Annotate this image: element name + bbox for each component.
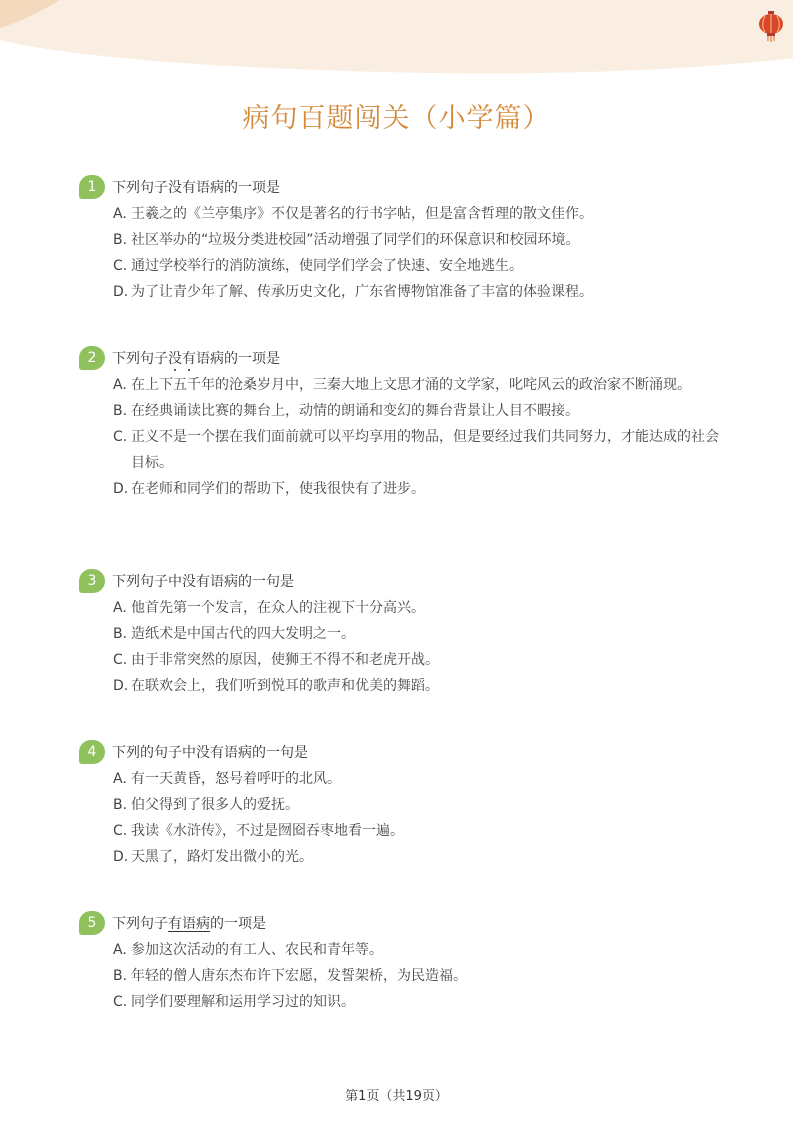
option-letter: D. — [113, 849, 129, 865]
option-c — [113, 989, 723, 1015]
option-a — [113, 766, 723, 792]
question-3 — [0, 569, 793, 699]
option-letter: C. — [113, 258, 128, 274]
stem-text: 语病的一项是 — [196, 351, 280, 367]
question-2 — [0, 346, 793, 502]
option-text: 在经典诵读比赛的舞台上，动情的朗诵和变幻的舞台背景让人目不暇接。 — [131, 403, 579, 419]
option-text: 由于非常突然的原因，使狮王不得不和老虎开战。 — [131, 652, 439, 668]
option-c — [113, 818, 723, 844]
question-stem: 下列句子没有语病的一项是 — [112, 180, 280, 196]
option-text: 他首先第一个发言，在众人的注视下十分高兴。 — [131, 600, 425, 616]
option-letter: A. — [113, 377, 127, 393]
option-text: 参加这次活动的有工人、农民和青年等。 — [131, 942, 383, 958]
question-number-badge: 4 — [79, 740, 105, 764]
stem-text: 下列句子 — [112, 351, 168, 367]
option-letter: C. — [113, 429, 128, 445]
option-letter: D. — [113, 481, 129, 497]
option-letter: C. — [113, 823, 128, 839]
option-letter: B. — [113, 626, 128, 642]
option-letter: B. — [113, 232, 128, 248]
question-stem: 下列的句子中没有语病的一句是 — [112, 745, 308, 761]
option-letter: A. — [113, 771, 127, 787]
option-letter: B. — [113, 797, 128, 813]
option-text: 为了让青少年了解、传承历史文化，广东省博物馆准备了丰富的体验课程。 — [131, 284, 593, 300]
emphasis-dotted-char: 没 — [168, 351, 182, 367]
option-letter: C. — [113, 652, 128, 668]
question-1 — [0, 175, 793, 305]
header-wave-decoration — [0, 0, 793, 80]
option-b — [113, 621, 723, 647]
option-text: 同学们要理解和运用学习过的知识。 — [131, 994, 355, 1010]
option-text: 王羲之的《兰亭集序》不仅是著名的行书字帖，但是富含哲理的散文佳作。 — [131, 206, 593, 222]
lantern-icon — [757, 10, 785, 42]
stem-text: 下列句子 — [112, 916, 168, 932]
option-b — [113, 963, 723, 989]
emphasis-dotted-char: 有 — [182, 351, 196, 367]
option-text: 在老师和同学们的帮助下，使我很快有了进步。 — [131, 481, 425, 497]
option-d — [113, 844, 723, 870]
question-number-badge: 3 — [79, 569, 105, 593]
option-a — [113, 937, 723, 963]
question-4 — [0, 740, 793, 870]
option-text: 在联欢会上，我们听到悦耳的歌声和优美的舞蹈。 — [131, 678, 439, 694]
question-stem — [112, 349, 280, 369]
question-number-badge: 2 — [79, 346, 105, 370]
option-c — [113, 424, 723, 476]
option-c — [113, 253, 723, 279]
option-text: 正义不是一个摆在我们面前就可以平均享用的物品，但是要经过我们共同努力，才能达成的社会目标。 — [131, 429, 719, 471]
option-text: 伯父得到了很多人的爱抚。 — [131, 797, 299, 813]
option-text: 通过学校举行的消防演练，使同学们学会了快速、安全地逃生。 — [131, 258, 523, 274]
option-b — [113, 792, 723, 818]
question-number-badge: 1 — [79, 175, 105, 199]
option-a — [113, 372, 723, 398]
option-letter: C. — [113, 994, 128, 1010]
option-c — [113, 647, 723, 673]
option-letter: D. — [113, 678, 129, 694]
option-text: 造纸术是中国古代的四大发明之一。 — [131, 626, 355, 642]
option-letter: A. — [113, 206, 127, 222]
emphasis-underlined-text: 有语病 — [168, 916, 210, 932]
option-a — [113, 201, 723, 227]
question-5 — [0, 911, 793, 1015]
page-title: 病句百题闯关（小学篇） — [242, 103, 551, 134]
option-text: 有一天黄昏，怒号着呼吁的北风。 — [131, 771, 341, 787]
option-b — [113, 398, 723, 424]
option-d — [113, 673, 723, 699]
question-stem — [112, 914, 266, 934]
option-text: 我读《水浒传》，不过是囫囵吞枣地看一遍。 — [131, 823, 404, 839]
option-text: 在上下五千年的沧桑岁月中，三秦大地上文思才涌的文学家，叱咤风云的政治家不断涌现。 — [131, 377, 691, 393]
page-number-footer: 第1页（共19页） — [345, 1089, 448, 1104]
option-letter: A. — [113, 942, 127, 958]
option-d — [113, 279, 723, 305]
stem-text: 的一项是 — [210, 916, 266, 932]
option-b — [113, 227, 723, 253]
option-letter: D. — [113, 284, 129, 300]
option-letter: B. — [113, 403, 128, 419]
question-number-badge: 5 — [79, 911, 105, 935]
option-letter: B. — [113, 968, 128, 984]
option-letter: A. — [113, 600, 127, 616]
question-stem: 下列句子中没有语病的一句是 — [112, 574, 294, 590]
option-a — [113, 595, 723, 621]
option-d — [113, 476, 723, 502]
option-text: 社区举办的“垃圾分类进校园”活动增强了同学们的环保意识和校园环境。 — [131, 232, 580, 248]
option-text: 年轻的僧人唐东杰布许下宏愿，发誓架桥，为民造福。 — [131, 968, 467, 984]
option-text: 天黑了，路灯发出微小的光。 — [131, 849, 313, 865]
